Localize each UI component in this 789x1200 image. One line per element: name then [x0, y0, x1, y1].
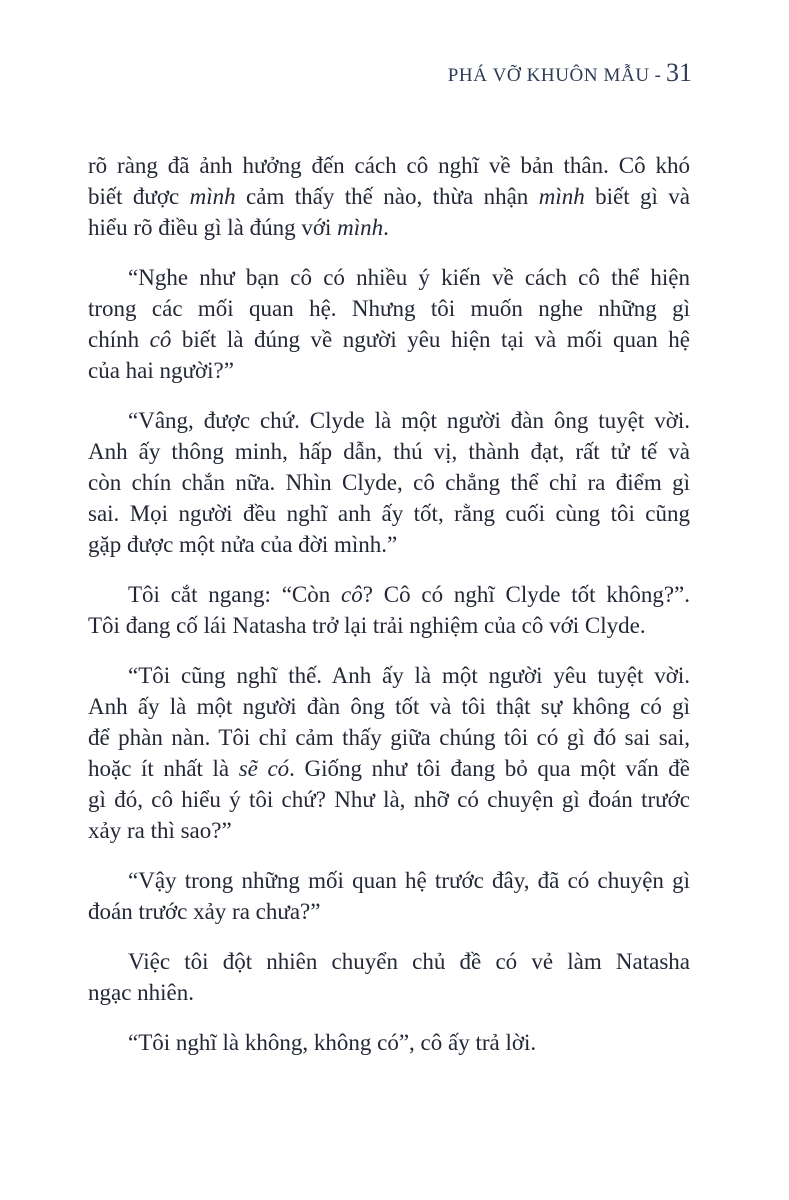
text-line	[88, 722, 690, 753]
paragraph	[88, 150, 690, 243]
text-line	[88, 977, 690, 1008]
body-text: còn chín chắn nữa. Nhìn Clyde, cô chẳng thể chỉ ra điểm gì	[88, 470, 690, 495]
page-number: 31	[666, 58, 692, 87]
emphasis-text: mình	[337, 215, 384, 240]
body-text: đoán trước xảy ra chưa?”	[88, 899, 321, 924]
text-line	[88, 660, 690, 691]
body-text: rõ ràng đã ảnh hưởng đến cách cô nghĩ về bản thân. Cô khó	[88, 153, 690, 178]
text-line	[88, 784, 690, 815]
text-block	[88, 150, 690, 1058]
body-text: chính	[88, 327, 150, 352]
body-text: ngạc nhiên.	[88, 980, 195, 1005]
body-text: biết được	[88, 184, 190, 209]
text-line	[88, 436, 690, 467]
paragraph	[88, 946, 690, 1008]
text-line	[88, 181, 690, 212]
text-line	[88, 355, 690, 386]
body-text: “Vậy trong những mối quan hệ trước đây, đã có chuyện gì	[128, 868, 690, 893]
body-text: “Nghe như bạn cô có nhiều ý kiến về cách cô thể hiện	[128, 265, 690, 290]
body-text: “Tôi nghĩ là không, không có”, cô ấy trả lời.	[128, 1030, 537, 1055]
text-line	[88, 529, 690, 560]
body-text: biết là đúng về người yêu hiện tại và mối quan hệ	[171, 327, 690, 352]
paragraph	[88, 579, 690, 641]
body-text: . Giống như tôi đang bỏ qua một vấn đề	[289, 756, 690, 781]
chapter-title: PHÁ VỠ KHUÔN MẪU	[447, 65, 650, 86]
text-line	[88, 467, 690, 498]
paragraph	[88, 405, 690, 560]
running-header	[448, 58, 692, 88]
text-line	[88, 324, 690, 355]
emphasis-text: mình	[538, 184, 585, 209]
paragraph	[88, 660, 690, 846]
body-text: cảm thấy thế nào, thừa nhận	[235, 184, 539, 209]
text-line	[88, 150, 690, 181]
body-text: Anh ấy thông minh, hấp dẫn, thú vị, thành đạt, rất tử tế và	[88, 439, 690, 464]
body-text: trong các mối quan hệ. Nhưng tôi muốn nghe những gì	[88, 296, 690, 321]
body-text: Anh ấy là một người đàn ông tốt và tôi thật sự không có gì	[88, 694, 690, 719]
text-line	[88, 579, 690, 610]
text-line	[88, 946, 690, 977]
emphasis-text: cô	[149, 327, 172, 352]
header-separator: -	[654, 65, 661, 86]
body-text: hoặc ít nhất là	[88, 756, 239, 781]
body-text: Tôi đang cố lái Natasha trở lại trải nghiệm của cô với Clyde.	[88, 613, 646, 638]
body-text: biết gì và	[584, 184, 690, 209]
body-text: hiểu rõ điều gì là đúng với	[88, 215, 338, 240]
text-line	[88, 498, 690, 529]
body-text: Tôi cắt ngang: “Còn	[128, 582, 342, 607]
text-line	[88, 293, 690, 324]
text-line	[88, 815, 690, 846]
text-line	[88, 896, 690, 927]
emphasis-text: sẽ có	[238, 756, 290, 781]
text-line	[88, 865, 690, 896]
body-text: xảy ra thì sao?”	[88, 818, 232, 843]
body-text: “Tôi cũng nghĩ thế. Anh ấy là một người yêu tuyệt vời.	[128, 663, 690, 688]
body-text: “Vâng, được chứ. Clyde là một người đàn ông tuyệt vời.	[128, 408, 690, 433]
emphasis-text: mình	[189, 184, 236, 209]
body-text: sai. Mọi người đều nghĩ anh ấy tốt, rằng cuối cùng tôi cũng	[88, 501, 690, 526]
paragraph	[88, 865, 690, 927]
body-text: để phàn nàn. Tôi chỉ cảm thấy giữa chúng tôi có gì đó sai sai,	[88, 725, 690, 750]
text-line	[88, 1027, 690, 1058]
text-line	[88, 691, 690, 722]
body-text: gặp được một nửa của đời mình.”	[88, 532, 398, 557]
text-line	[88, 753, 690, 784]
body-text: gì đó, cô hiểu ý tôi chứ? Như là, nhỡ có chuyện gì đoán trước	[88, 787, 690, 812]
body-text: Việc tôi đột nhiên chuyển chủ đề có vẻ làm Natasha	[128, 949, 690, 974]
emphasis-text: cô	[341, 582, 363, 607]
paragraph	[88, 262, 690, 386]
text-line	[88, 262, 690, 293]
body-text: của hai người?”	[88, 358, 234, 383]
text-line	[88, 405, 690, 436]
body-text: .	[383, 215, 389, 240]
body-text: ? Cô có nghĩ Clyde tốt không?”.	[362, 582, 690, 607]
text-line	[88, 610, 690, 641]
paragraph	[88, 1027, 690, 1058]
text-line	[88, 212, 690, 243]
